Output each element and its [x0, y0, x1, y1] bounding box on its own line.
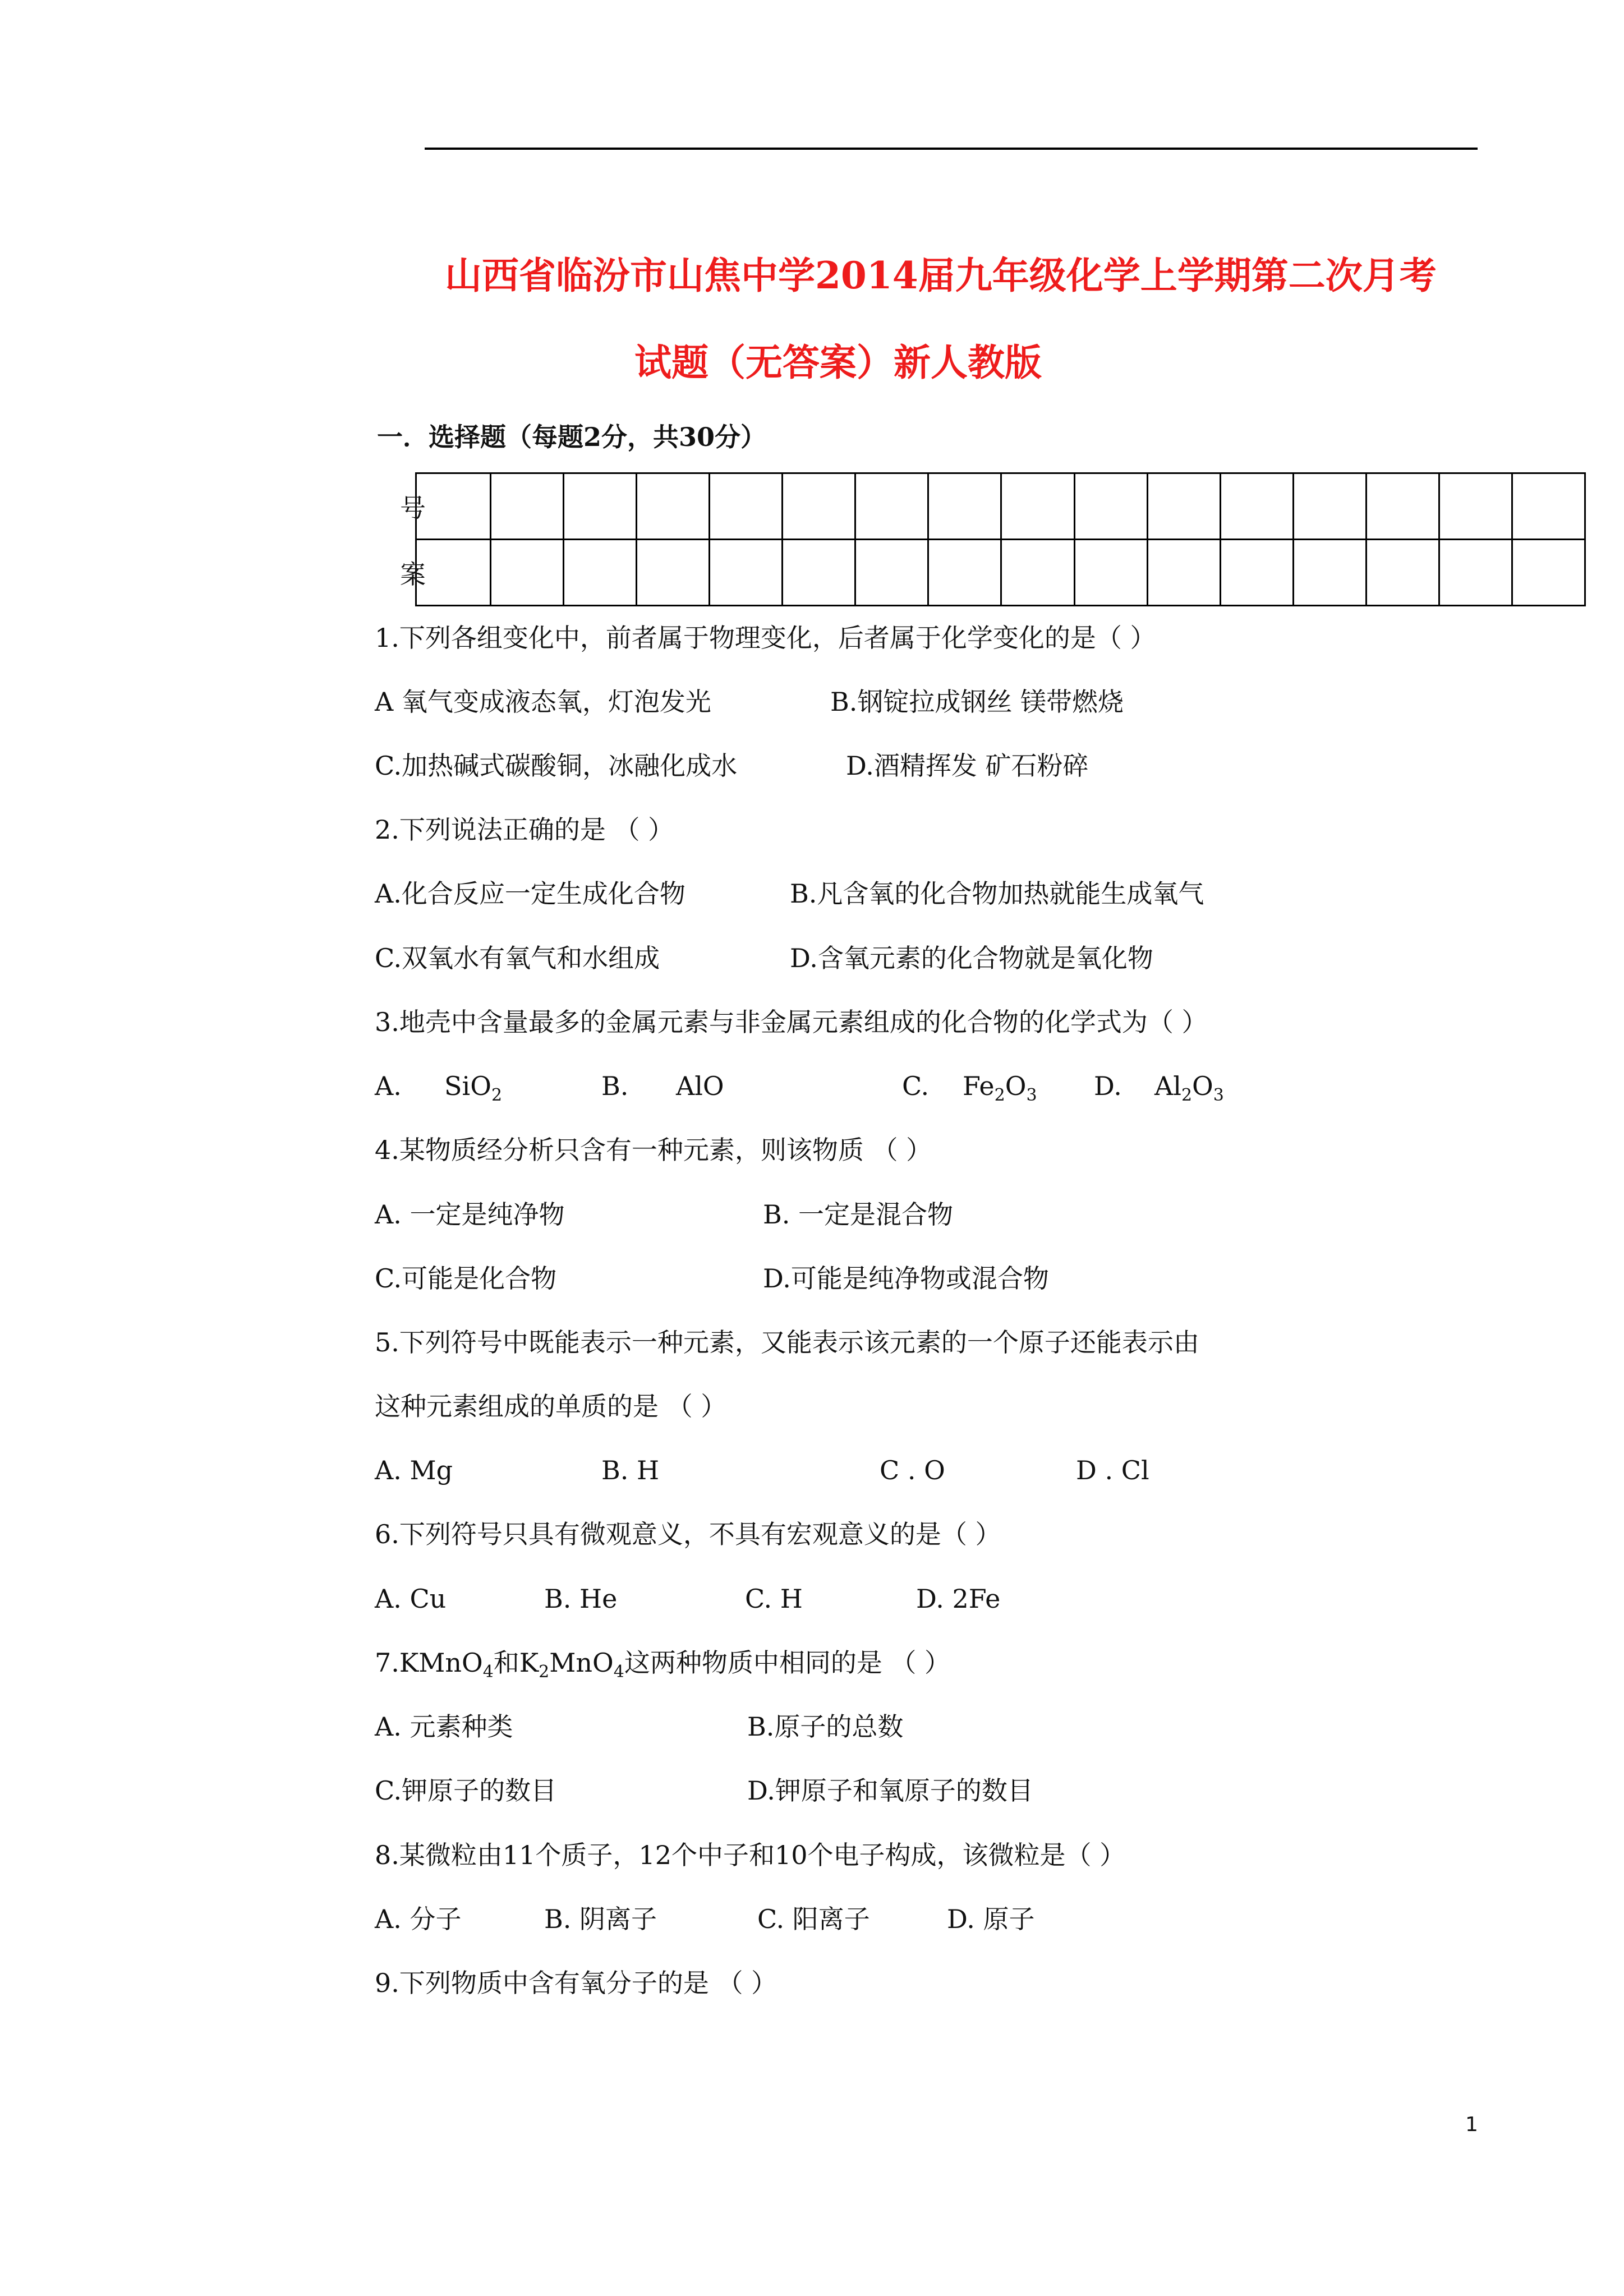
question-4-option-b: B. 一定是混合物 — [763, 1199, 954, 1230]
formula-part: O — [1005, 1071, 1027, 1101]
answer-cell — [1439, 473, 1512, 540]
question-7-option-c: C.钾原子的数目 — [375, 1775, 557, 1806]
answer-cell — [1147, 540, 1220, 606]
question-7-option-d: D.钾原子和氧原子的数目 — [747, 1775, 1033, 1806]
question-3-option-a-label: A. — [375, 1071, 402, 1101]
answer-grid-row-label: 案 — [416, 540, 491, 606]
question-1-option-c: C.加热碱式碳酸铜，冰融化成水 — [375, 751, 738, 781]
formula-part: O — [1192, 1071, 1213, 1101]
answer-cell — [491, 540, 564, 606]
question-6-option-d: D. 2Fe — [916, 1584, 1001, 1614]
question-8-option-d: D. 原子 — [947, 1904, 1035, 1934]
question-7-stem-part: 7.KMnO — [375, 1648, 483, 1678]
answer-cell — [637, 540, 710, 606]
question-3-option-d — [1154, 1071, 1224, 1105]
answer-cell — [855, 473, 928, 540]
section-heading: 一．选择题（每题2分，共30分） — [377, 422, 767, 452]
formula-subscript: 2 — [491, 1085, 503, 1105]
question-4-option-d: D.可能是纯净物或混合物 — [763, 1263, 1049, 1294]
answer-cell — [928, 473, 1001, 540]
answer-cell — [1512, 473, 1585, 540]
question-4-stem: 4.某物质经分析只含有一种元素，则该物质 （ ） — [375, 1135, 932, 1165]
question-6-option-c: C. H — [745, 1584, 803, 1614]
question-8-option-a: A. 分子 — [375, 1904, 462, 1934]
formula-subscript: 2 — [994, 1085, 1005, 1105]
question-7-option-b: B.原子的总数 — [747, 1711, 904, 1742]
question-2-option-d: D.含氧元素的化合物就是氧化物 — [790, 943, 1153, 973]
answer-cell — [710, 540, 783, 606]
formula-subscript: 3 — [1213, 1085, 1224, 1105]
answer-cell — [710, 473, 783, 540]
question-7-stem-part: 这两种物质中相同的是 （ ） — [624, 1648, 951, 1678]
answer-grid-row-label: 号 — [416, 473, 491, 540]
answer-cell — [1001, 540, 1074, 606]
document-title-line-1: 山西省临汾市山焦中学2014届九年级化学上学期第二次月考 — [445, 254, 1437, 297]
question-3-option-c — [963, 1071, 1037, 1105]
question-7-stem — [375, 1648, 951, 1682]
question-5-stem: 5.下列符号中既能表示一种元素，又能表示该元素的一个原子还能表示由 — [375, 1327, 1199, 1358]
answer-cell — [783, 540, 855, 606]
answer-cell — [1512, 540, 1585, 606]
answer-cell — [1293, 473, 1366, 540]
formula-subscript: 3 — [1026, 1085, 1037, 1105]
question-7-stem-part: MnO — [549, 1648, 614, 1678]
question-3-option-a — [444, 1071, 503, 1105]
question-6-option-b: B. He — [544, 1584, 618, 1614]
question-7-option-a: A. 元素种类 — [375, 1711, 513, 1742]
answer-cell — [928, 540, 1001, 606]
question-2-option-b: B.凡含氧的化合物加热就能生成氧气 — [790, 878, 1204, 909]
question-2-option-a: A.化合反应一定生成化合物 — [375, 878, 686, 909]
question-9-stem: 9.下列物质中含有氧分子的是 （ ） — [375, 1968, 778, 1998]
question-5-option-c: C . O — [880, 1455, 945, 1485]
formula-part: SiO — [444, 1071, 491, 1101]
question-5-stem-continued: 这种元素组成的单质的是 （ ） — [375, 1391, 727, 1421]
question-5-option-b: B. H — [601, 1455, 660, 1485]
question-1-option-b: B.钢锭拉成钢丝 镁带燃烧 — [830, 687, 1124, 717]
answer-grid-row-answer — [416, 540, 1585, 606]
formula-subscript: 2 — [1181, 1085, 1193, 1105]
question-4-option-a: A. 一定是纯净物 — [375, 1199, 565, 1230]
answer-cell — [1074, 540, 1147, 606]
answer-cell — [491, 473, 564, 540]
question-4-option-c: C.可能是化合物 — [375, 1263, 557, 1294]
answer-cell — [1366, 473, 1439, 540]
formula-subscript: 4 — [613, 1662, 624, 1682]
answer-cell — [564, 473, 637, 540]
question-6-stem: 6.下列符号只具有微观意义，不具有宏观意义的是（ ） — [375, 1519, 1001, 1549]
question-1-option-a: A 氧气变成液态氧，灯泡发光 — [375, 687, 711, 717]
answer-cell — [564, 540, 637, 606]
question-5-option-a: A. Mg — [375, 1455, 453, 1485]
document-title-line-2: 试题（无答案）新人教版 — [634, 341, 1042, 384]
question-8-option-b: B. 阴离子 — [544, 1904, 657, 1934]
formula-subscript: 4 — [482, 1662, 494, 1682]
answer-cell — [1001, 473, 1074, 540]
question-3-stem: 3.地壳中含量最多的金属元素与非金属元素组成的化合物的化学式为（ ） — [375, 1007, 1208, 1037]
answer-cell — [1220, 473, 1293, 540]
answer-cell — [637, 473, 710, 540]
answer-cell — [1147, 473, 1220, 540]
answer-grid-row-number — [416, 473, 1585, 540]
question-5-option-d: D . Cl — [1076, 1455, 1149, 1485]
answer-cell — [783, 473, 855, 540]
formula-subscript: 2 — [539, 1662, 550, 1682]
question-2-option-c: C.双氧水有氧气和水组成 — [375, 943, 660, 973]
answer-cell — [1439, 540, 1512, 606]
answer-cell — [855, 540, 928, 606]
answer-cell — [1293, 540, 1366, 606]
answer-cell — [1220, 540, 1293, 606]
header-rule — [425, 148, 1478, 150]
answer-grid — [400, 472, 1586, 606]
question-8-stem: 8.某微粒由11个质子，12个中子和10个电子构成，该微粒是（ ） — [375, 1840, 1126, 1870]
question-3-option-d-label: D. — [1094, 1071, 1122, 1101]
question-3-option-c-label: C. — [902, 1071, 930, 1101]
question-6-option-a: A. Cu — [375, 1584, 447, 1614]
formula-part: Fe — [963, 1071, 995, 1101]
question-2-stem: 2.下列说法正确的是 （ ） — [375, 815, 674, 845]
question-1-option-d: D.酒精挥发 矿石粉碎 — [846, 751, 1089, 781]
question-1-stem: 1.下列各组变化中，前者属于物理变化，后者属于化学变化的是（ ） — [375, 623, 1156, 653]
formula-part: Al — [1154, 1071, 1181, 1101]
page-number: 1 — [1465, 2113, 1478, 2136]
answer-cell — [1074, 473, 1147, 540]
question-3-option-b: AlO — [676, 1071, 724, 1101]
question-7-stem-part: 和K — [493, 1648, 539, 1678]
question-3-option-b-label: B. — [601, 1071, 629, 1101]
answer-cell — [1366, 540, 1439, 606]
question-8-option-c: C. 阳离子 — [757, 1904, 870, 1934]
